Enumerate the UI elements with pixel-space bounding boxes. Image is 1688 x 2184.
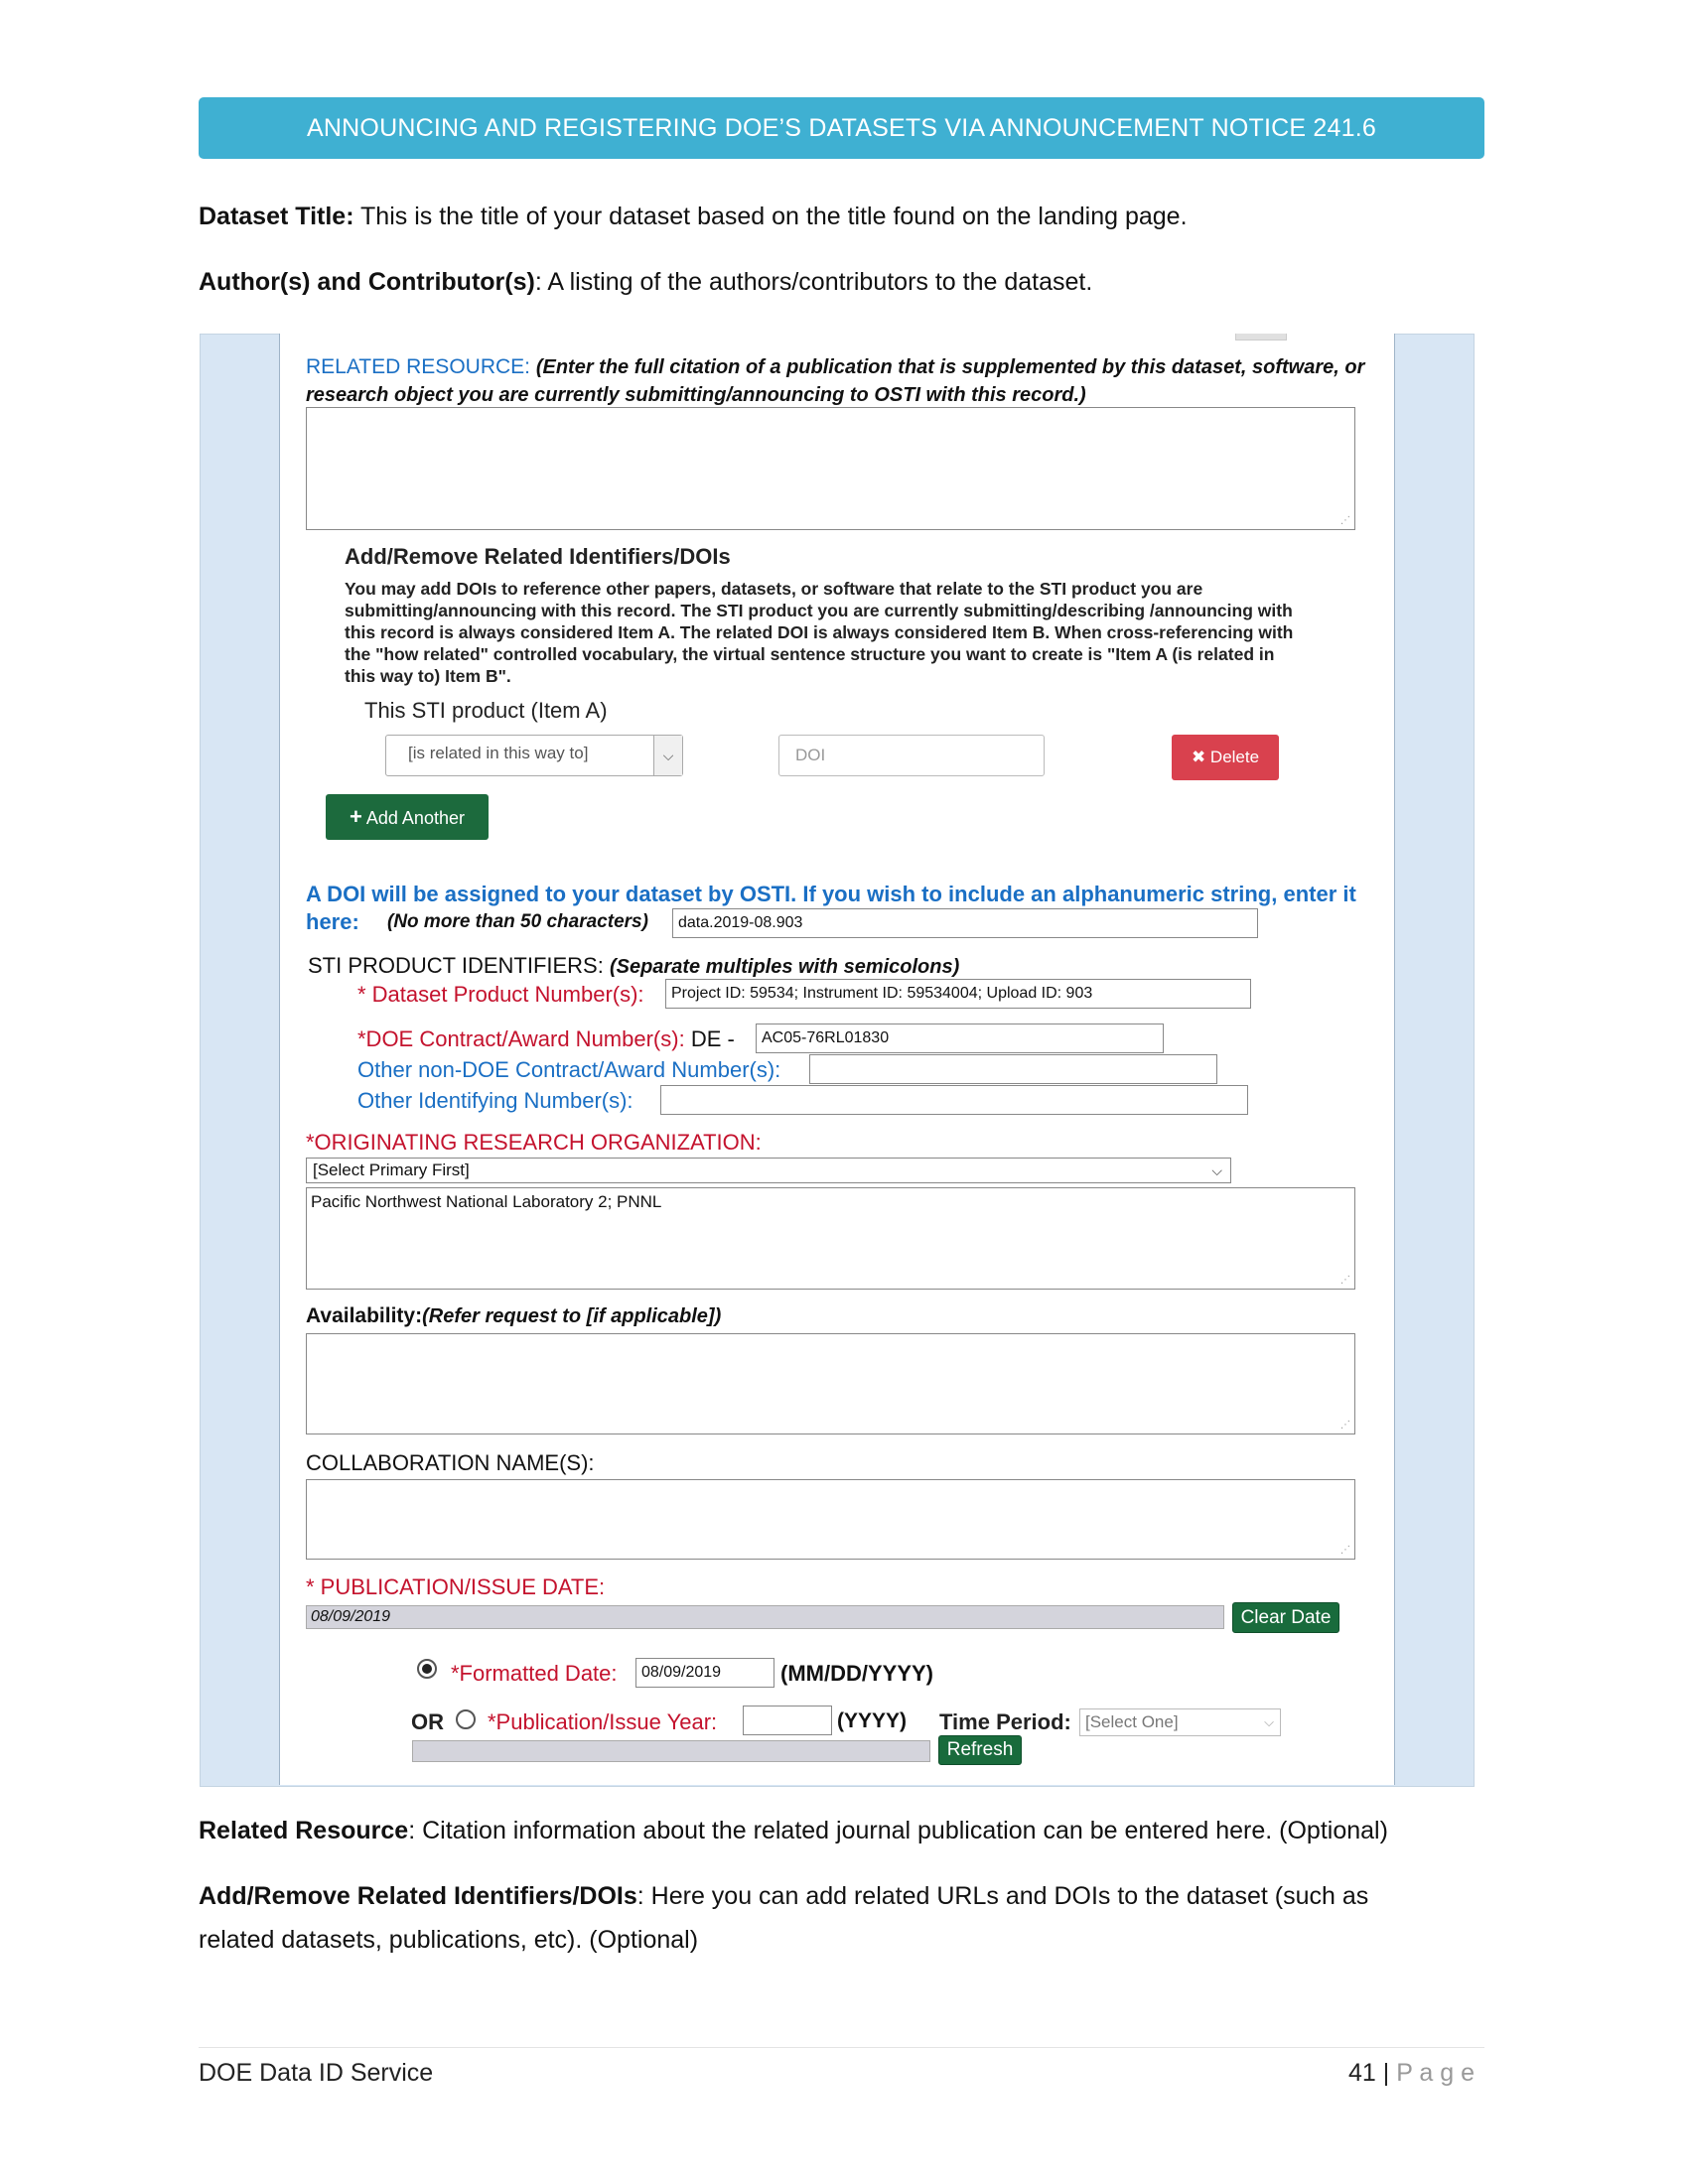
identifiers-text: : Here you can add related URLs and DOIs to the dataset (such as related datasets, publications, etc). (Optional) — [199, 1882, 1369, 1954]
pubdate-display: 08/09/2019 — [306, 1605, 1224, 1629]
footer-title: DOE Data ID Service — [199, 2059, 434, 2087]
identifiers-paragraph — [199, 1874, 1450, 1962]
other-contract-label: Other non-DOE Contract/Award Number(s): — [357, 1057, 781, 1082]
identifiers-term: Add/Remove Related Identifiers/DOIs — [199, 1882, 637, 1910]
originating-select[interactable] — [306, 1158, 1231, 1183]
authors-text: : A listing of the authors/contributors to the dataset. — [534, 268, 1093, 296]
dataset-title-text: This is the title of your dataset based on the title found on the landing page. — [353, 203, 1188, 230]
identifiers-description: You may add DOIs to reference other papers, datasets, or software that relate to the STI product you are submitting/announcing with this record. The STI product you are currently submitting/describing /announcing with this record is always considered Item A. The related DOI is always considered Item B. When cross-referencing with the "how related" controlled vocabulary, the virtual sentence structure you want to create is "Item A (is related in this way to) Item B". — [345, 579, 1294, 686]
related-text: : Citation information about the related journal publication can be entered here. (Optional) — [408, 1817, 1388, 1844]
product-number-input[interactable]: Project ID: 59534; Instrument ID: 59534004; Upload ID: 903 — [665, 979, 1251, 1009]
doi-assign-hint: (No more than 50 characters) — [387, 911, 648, 932]
related-term: Related Resource — [199, 1817, 409, 1844]
refresh-button[interactable]: Refresh — [938, 1735, 1022, 1765]
page-number: 41 — [1348, 2059, 1376, 2087]
time-period-label: Time Period: — [939, 1709, 1071, 1734]
collab-label: COLLABORATION NAME(S): — [306, 1450, 595, 1475]
panel-tab — [1235, 334, 1287, 341]
related-resource-heading — [306, 353, 1368, 409]
sti-identifiers-hint: (Separate multiples with semicolons) — [609, 956, 960, 978]
originating-select-value: [Select Primary First] — [313, 1160, 470, 1179]
section-banner: ANNOUNCING AND REGISTERING DOE’S DATASETS VIA ANNOUNCEMENT NOTICE 241.6 — [199, 97, 1484, 159]
chevron-down-icon: ⌵ — [1264, 1714, 1274, 1729]
originating-value: Pacific Northwest National Laboratory 2; PNNL — [311, 1192, 662, 1211]
related-resource-textarea[interactable] — [306, 407, 1355, 530]
formatted-date-format: (MM/DD/YYYY) — [780, 1661, 933, 1686]
doi-assign-sentence: A DOI will be assigned to your dataset by OSTI. If you wish to include an alphanumeric string, enter it here: — [306, 882, 1356, 934]
product-number-label: * Dataset Product Number(s): — [357, 982, 644, 1007]
formatted-date-radio[interactable] — [417, 1659, 437, 1679]
availability-heading — [306, 1304, 721, 1328]
formatted-date-label: *Formatted Date: — [451, 1661, 618, 1686]
authors-term: Author(s) and Contributor(s) — [199, 268, 535, 296]
chevron-down-icon[interactable]: ⌵ — [653, 736, 682, 775]
dataset-title-paragraph — [199, 195, 1188, 238]
collab-textarea[interactable] — [306, 1479, 1355, 1560]
resize-grip-icon: ⋰ — [1340, 1545, 1350, 1556]
pub-year-radio[interactable] — [456, 1709, 476, 1729]
page-separator: | — [1382, 2059, 1390, 2087]
resize-grip-icon: ⋰ — [1340, 1420, 1350, 1431]
pub-year-label: *Publication/Issue Year: — [488, 1709, 718, 1734]
dataset-title-term: Dataset Title: — [199, 203, 354, 230]
pub-year-format: (YYYY) — [837, 1709, 908, 1732]
clear-date-button[interactable]: Clear Date — [1232, 1602, 1339, 1633]
sti-identifiers-heading — [308, 953, 959, 979]
authors-paragraph — [199, 260, 1092, 304]
footer-divider — [199, 2047, 1484, 2048]
delete-button-label: Delete — [1209, 748, 1260, 766]
or-label: OR — [411, 1709, 444, 1734]
other-ident-input[interactable] — [660, 1085, 1248, 1115]
formatted-date-input[interactable]: 08/09/2019 — [635, 1658, 774, 1688]
contract-prefix: DE - — [690, 1026, 735, 1051]
radio-dot-icon — [422, 1664, 432, 1674]
page-label: P a g e — [1396, 2059, 1475, 2087]
close-icon: ✖ — [1191, 748, 1206, 766]
contract-label: *DOE Contract/Award Number(s): — [357, 1026, 685, 1051]
relation-select-value: [is related in this way to] — [408, 744, 589, 762]
add-another-label: Add Another — [365, 808, 465, 828]
add-another-button[interactable] — [326, 794, 489, 840]
resize-grip-icon: ⋰ — [1340, 515, 1350, 526]
time-period-select-value: [Select One] — [1085, 1712, 1179, 1731]
related-resource-paragraph — [199, 1809, 1388, 1852]
contract-input[interactable]: AC05-76RL01830 — [756, 1024, 1164, 1053]
doi-input[interactable]: DOI — [778, 735, 1045, 776]
related-resource-label: RELATED RESOURCE: — [306, 355, 530, 378]
identifiers-heading: Add/Remove Related Identifiers/DOIs — [345, 544, 731, 569]
availability-textarea[interactable] — [306, 1333, 1355, 1434]
originating-label: *ORIGINATING RESEARCH ORGANIZATION: — [306, 1130, 762, 1155]
doi-string-input[interactable]: data.2019-08.903 — [672, 908, 1258, 938]
pub-year-display — [412, 1740, 930, 1762]
other-contract-input[interactable] — [809, 1054, 1217, 1084]
related-resource-hint: (Enter the full citation of a publication that is supplemented by this dataset, software, or research object you are currently submitting/announcing to OSTI with this record.) — [306, 356, 1365, 406]
footer-page — [1348, 2051, 1475, 2095]
delete-button[interactable] — [1172, 735, 1279, 780]
availability-hint: (Refer request to [if applicable]) — [422, 1305, 722, 1327]
relation-select[interactable] — [385, 735, 683, 776]
availability-label: Availability: — [306, 1304, 423, 1327]
other-ident-label: Other Identifying Number(s): — [357, 1088, 633, 1113]
chevron-down-icon: ⌵ — [1211, 1162, 1222, 1178]
originating-textarea[interactable] — [306, 1187, 1355, 1290]
pub-year-input[interactable] — [743, 1706, 832, 1735]
pubdate-label: * PUBLICATION/ISSUE DATE: — [306, 1574, 606, 1599]
plus-icon: + — [350, 804, 362, 829]
resize-grip-icon: ⋰ — [1340, 1275, 1350, 1286]
time-period-select[interactable] — [1079, 1708, 1281, 1736]
contract-row — [357, 1026, 735, 1052]
sti-identifiers-label: STI PRODUCT IDENTIFIERS: — [308, 953, 604, 978]
sti-product-label: This STI product (Item A) — [364, 698, 608, 723]
